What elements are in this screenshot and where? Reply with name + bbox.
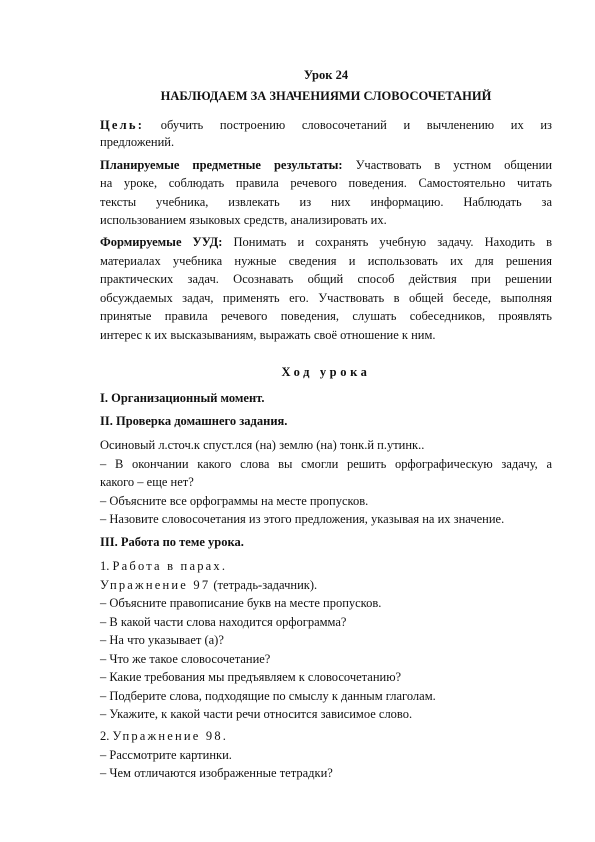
- planned-line-2: на уроке, соблюдать правила речевого поведения. Самостоятельно читать: [100, 176, 552, 190]
- exercise-97-label: Упражнение 97: [100, 578, 211, 592]
- uud-text-1: Понимать и сохранять учебную задачу. Находить в: [233, 235, 553, 249]
- item-2-number: 2.: [100, 729, 110, 743]
- homework-question-2: – Объясните все орфограммы на месте пропусков.: [100, 494, 369, 508]
- goal-text-1: обучить построению словосочетаний и вычленению их из: [160, 118, 552, 132]
- section-3-title: III. Работа по теме урока.: [100, 535, 244, 549]
- homework-question-1-line-1: – В окончании какого слова вы смогли решить орфографическую задачу, а: [100, 457, 552, 471]
- uud-line-4: обсуждаемых задач, применять его. Участвовать в общей беседе, выполняя: [100, 291, 552, 305]
- planned-label: Планируемые предметные результаты:: [100, 158, 343, 172]
- item-2: [100, 728, 552, 744]
- uud-line-5: принятые правила речевого поведения, слушать собеседников, проявлять: [100, 309, 552, 323]
- planned-line-1: [100, 157, 552, 173]
- exercise-97: [100, 577, 552, 593]
- lesson-number: Урок 24: [303, 68, 349, 82]
- document-page: [100, 0, 552, 842]
- lesson-title: НАБЛЮДАЕМ ЗА ЗНАЧЕНИЯМИ СЛОВОСОЧЕТАНИЙ: [160, 89, 492, 103]
- list-item: – На что указывает (а)?: [100, 633, 224, 647]
- item-2-label: Упражнение 98.: [112, 729, 229, 743]
- list-item: – Какие требования мы предъявляем к словосочетанию?: [100, 670, 402, 684]
- section-1-title: I. Организационный момент.: [100, 391, 265, 405]
- list-item: – Подберите слова, подходящие по смыслу к данным глаголам.: [100, 689, 436, 703]
- list-item: – В какой части слова находится орфограмма?: [100, 615, 347, 629]
- planned-text-1: Участвовать в устном общении: [355, 158, 553, 172]
- list-item: – Что же такое словосочетание?: [100, 652, 271, 666]
- homework-question-1-line-2: какого – еще нет?: [100, 475, 194, 489]
- uud-line-2: материалах учебника нужные сведения и использовать их для решения: [100, 254, 552, 268]
- exercise-97-tail: (тетрадь-задачник).: [213, 578, 318, 592]
- uud-line-6: интерес к их высказываниям, выражать своё отношение к ним.: [100, 328, 436, 342]
- course-heading: Ход урока: [281, 365, 371, 379]
- planned-line-4: использованием языковых средств, анализировать их.: [100, 213, 387, 227]
- uud-line-1: [100, 234, 552, 250]
- goal-line-1: [100, 117, 552, 133]
- goal-line-2: предложений.: [100, 135, 175, 149]
- list-item: – Чем отличаются изображенные тетрадки?: [100, 766, 333, 780]
- planned-line-3: тексты учебника, извлекать из них информацию. Наблюдать за: [100, 195, 552, 209]
- homework-question-3: – Назовите словосочетания из этого предложения, указывая на их значение.: [100, 512, 505, 526]
- uud-line-3: практических задач. Осознавать общий способ действия при решении: [100, 272, 552, 286]
- list-item: – Объясните правописание букв на месте пропусков.: [100, 596, 382, 610]
- item-1-number: 1.: [100, 559, 110, 573]
- list-item: – Укажите, к какой части речи относится зависимое слово.: [100, 707, 413, 721]
- uud-label: Формируемые УУД:: [100, 235, 223, 249]
- goal-label: Цель:: [100, 118, 145, 132]
- section-2-title: II. Проверка домашнего задания.: [100, 414, 288, 428]
- item-1-label: Работа в парах.: [112, 559, 228, 573]
- item-1: [100, 558, 552, 574]
- homework-sentence: Осиновый л.сточ.к спуст.лся (на) землю (на) тонк.й п.утинк..: [100, 438, 425, 452]
- list-item: – Рассмотрите картинки.: [100, 748, 232, 762]
